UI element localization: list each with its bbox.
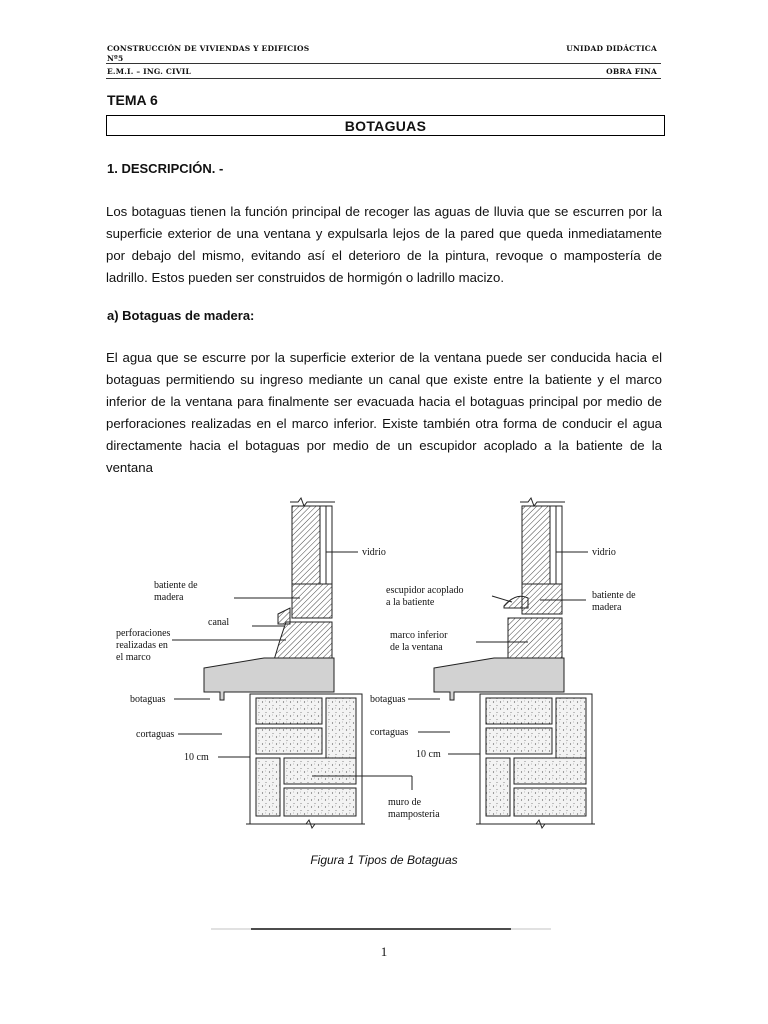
label-dim-right: 10 cm bbox=[416, 749, 441, 760]
section-heading-descripcion: 1. DESCRIPCIÓN. - bbox=[107, 161, 224, 176]
label-marco-1: marco inferior bbox=[390, 630, 448, 641]
label-perforaciones-1: perforaciones bbox=[116, 628, 171, 639]
label-escupidor-1: escupidor acoplado bbox=[386, 585, 464, 596]
figure-caption: Figura 1 Tipos de Botaguas bbox=[310, 853, 458, 867]
header-school: E.M.I. – ING. CIVIL bbox=[107, 67, 191, 76]
label-vidrio-left: vidrio bbox=[362, 547, 386, 558]
botaguas-figure bbox=[100, 490, 670, 830]
label-perforaciones-3: el marco bbox=[116, 652, 151, 663]
label-batiente-right-2: madera bbox=[592, 602, 622, 613]
header-number: Nº5 bbox=[107, 54, 124, 63]
label-muro-1: muro de bbox=[388, 797, 422, 808]
label-canal: canal bbox=[208, 617, 230, 628]
label-cortaguas-right: cortaguas bbox=[370, 727, 409, 738]
label-botaguas-left: botaguas bbox=[130, 694, 166, 705]
footer-rule bbox=[211, 926, 551, 932]
header-topic: OBRA FINA bbox=[606, 67, 657, 76]
label-botaguas-right: botaguas bbox=[370, 694, 406, 705]
label-vidrio-right: vidrio bbox=[592, 547, 616, 558]
label-escupidor-2: a la batiente bbox=[386, 597, 435, 608]
label-dim-left: 10 cm bbox=[184, 752, 209, 763]
page-title: BOTAGUAS bbox=[106, 115, 665, 136]
label-batiente-left-1: batiente de bbox=[154, 580, 198, 591]
label-perforaciones-2: realizadas en bbox=[116, 640, 168, 651]
header-unit: UNIDAD DIDÁCTICA bbox=[566, 44, 657, 53]
label-marco-2: de la ventana bbox=[390, 642, 443, 653]
paragraph-descripcion: Los botaguas tienen la función principal de recoger las aguas de lluvia que se escurren por la superficie exterior de una ventana y expulsarla lejos de la pared que queda inmediatamente por debajo del mismo, evitando así el deterioro de la pintura, revoque o mampostería de ladrillo. Estos pueden ser construidos de hormigón o ladrillo macizo. bbox=[106, 204, 662, 285]
page-number: 1 bbox=[380, 944, 388, 959]
header-divider bbox=[106, 63, 661, 64]
paragraph-madera: El agua que se escurre por la superficie exterior de la ventana puede ser conducida hacia el botaguas permitiendo su ingreso mediante un canal que existe entre la batiente y el marco inferior de la ventana para finalmente ser evacuada hacia el botaguas principal por medio de perforaciones realizadas en el marco inferior. Existe también otra forma de conducir el agua directamente hacia el botaguas por medio de un escupidor acoplado a la batiente de la ventana bbox=[106, 350, 662, 475]
detail-madera-escupidor bbox=[408, 498, 595, 828]
header-institution: CONSTRUCCIÓN DE VIVIENDAS Y EDIFICIOS bbox=[107, 44, 310, 53]
label-cortaguas-left: cortaguas bbox=[136, 729, 175, 740]
tema-label: TEMA 6 bbox=[107, 92, 158, 108]
header-bottom-rule bbox=[106, 78, 661, 79]
label-batiente-left-2: madera bbox=[154, 592, 184, 603]
label-muro-2: mamposteria bbox=[388, 809, 440, 820]
subsection-heading-madera: a) Botaguas de madera: bbox=[107, 308, 255, 323]
label-batiente-right-1: batiente de bbox=[592, 590, 636, 601]
